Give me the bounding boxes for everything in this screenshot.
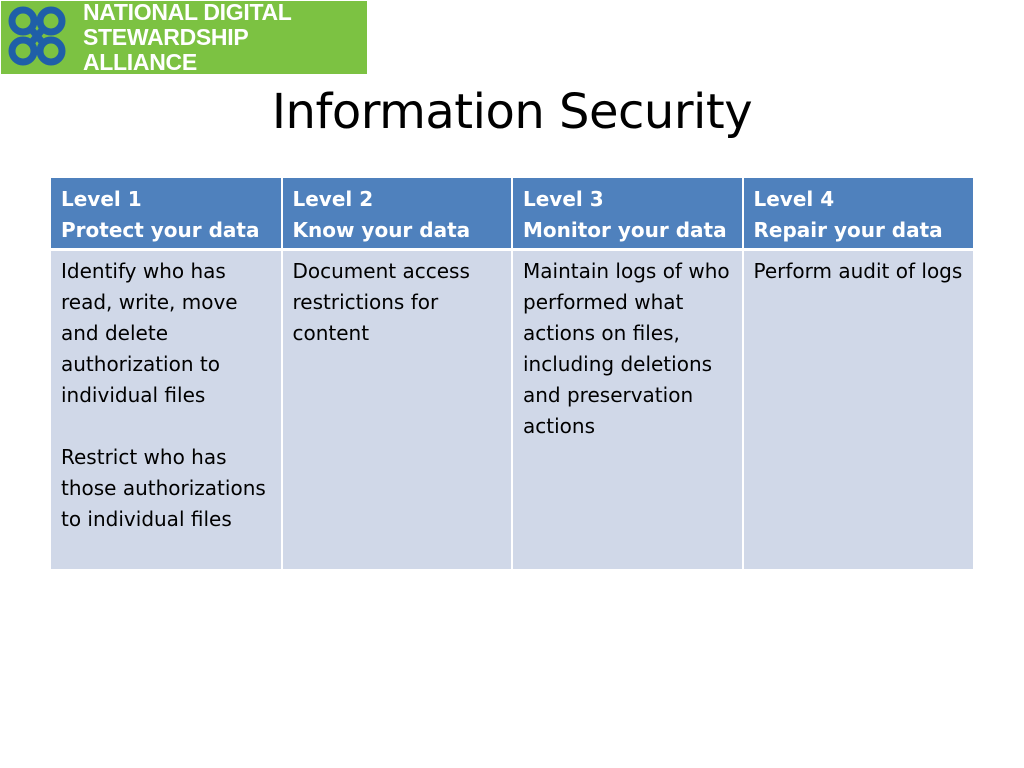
cell-paragraph: Perform audit of logs <box>753 259 963 283</box>
level-subtitle: Protect your data <box>61 218 260 242</box>
cell-paragraph: Identify who has read, write, move and delete authorization to individual files <box>61 259 238 407</box>
level-subtitle: Monitor your data <box>523 218 727 242</box>
level-subtitle: Repair your data <box>753 218 943 242</box>
level-label: Level 3 <box>523 187 604 211</box>
header-level-4 <box>743 178 974 250</box>
header-level-1 <box>51 178 282 250</box>
logo-wordmark: NATIONAL DIGITAL STEWARDSHIP ALLIANCE <box>82 0 292 75</box>
cell-paragraph: Restrict who has those authorizations to individual files <box>61 445 266 531</box>
level-label: Level 4 <box>753 187 835 211</box>
header-level-2 <box>282 178 513 250</box>
level-label: Level 1 <box>61 187 142 211</box>
cell-level-4 <box>743 250 974 570</box>
header-level-3 <box>512 178 743 250</box>
cell-paragraph: Maintain logs of who performed what actions on files, including deletions and preservation actions <box>523 259 730 438</box>
cell-paragraph: Document access restrictions for content <box>292 259 470 345</box>
cell-level-1 <box>51 250 282 570</box>
slide-title: Information Security <box>271 84 753 140</box>
security-levels-table <box>51 178 973 569</box>
ndsa-knot-icon <box>3 1 73 74</box>
level-label: Level 2 <box>292 187 374 211</box>
cell-level-2 <box>282 250 513 570</box>
cell-level-3 <box>512 250 743 570</box>
table-row <box>51 250 973 570</box>
level-subtitle: Know your data <box>292 218 471 242</box>
table-header-row <box>51 178 973 250</box>
ndsa-logo <box>1 1 367 74</box>
